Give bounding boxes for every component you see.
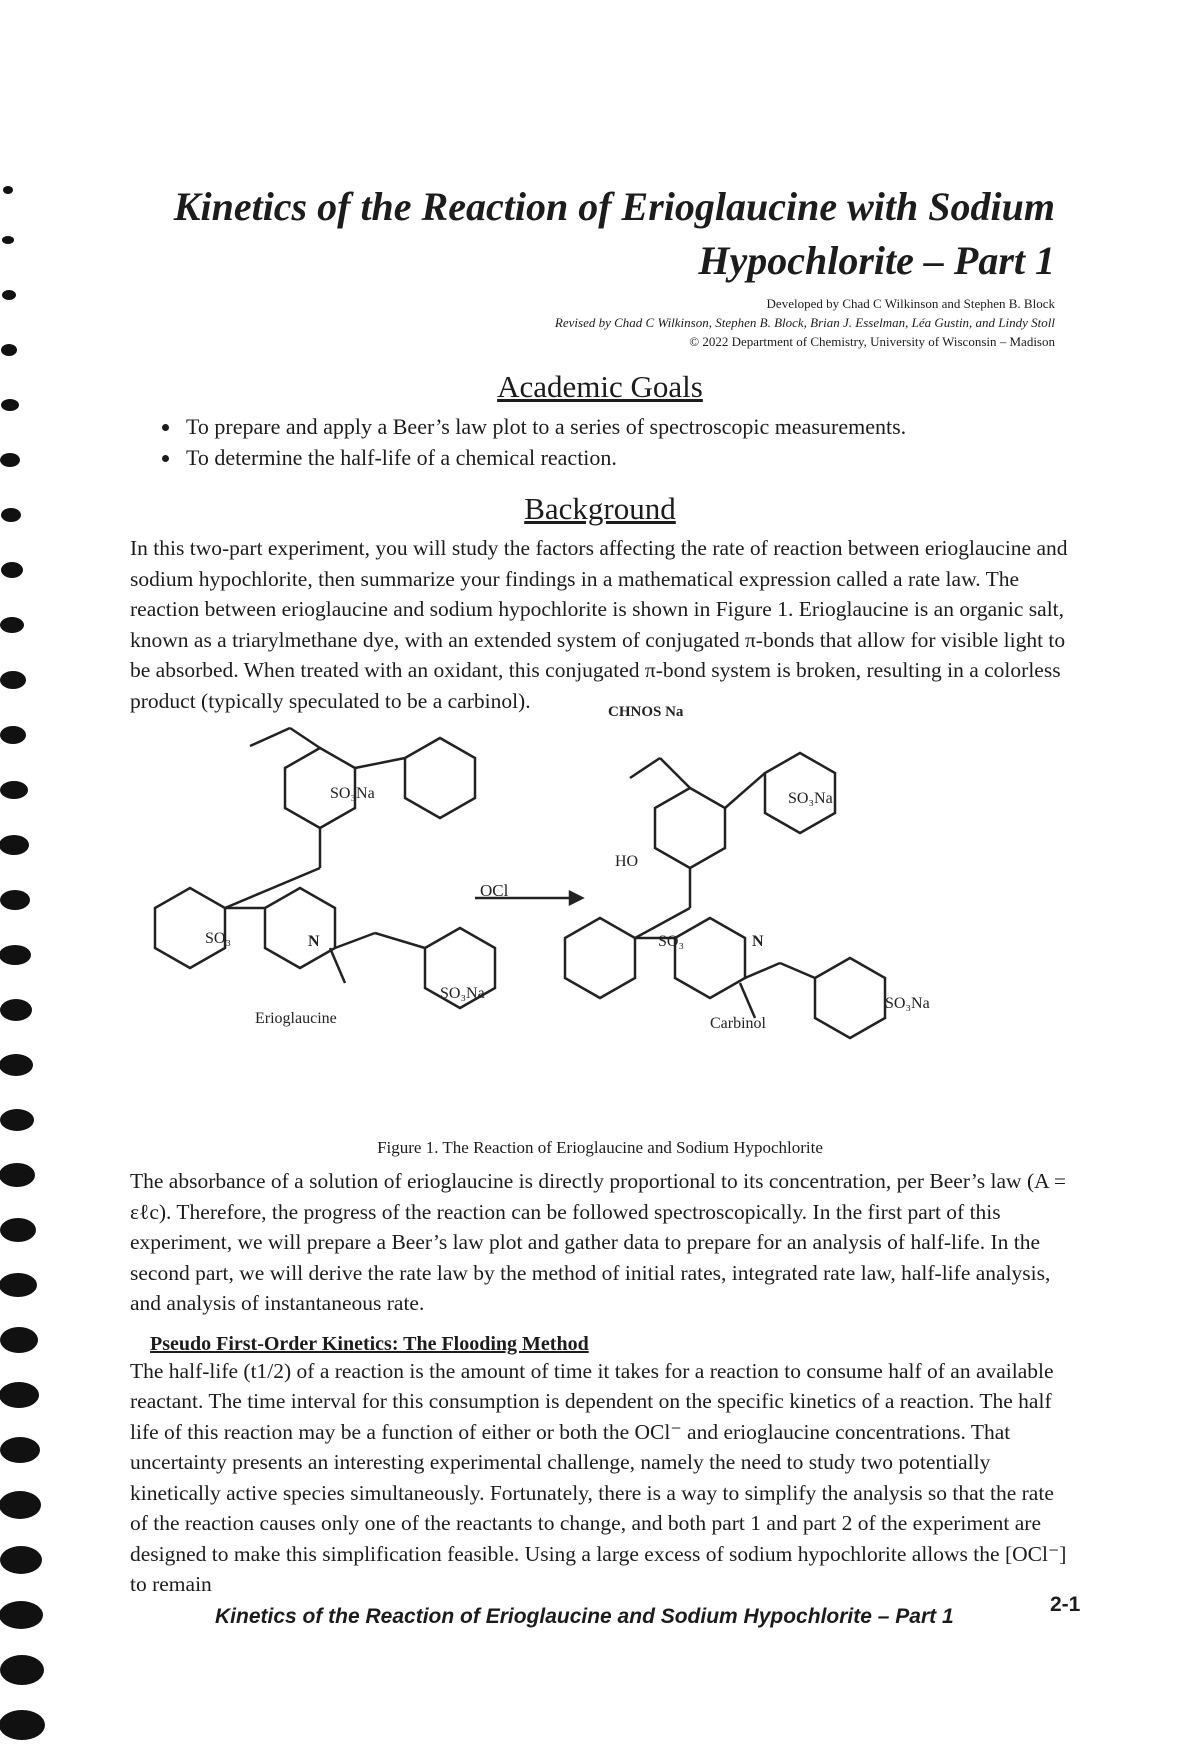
ring [265,888,335,968]
title-line-2: Hypochlorite – Part 1 [698,238,1055,283]
academic-goals-list [150,411,1070,473]
page-footer: Kinetics of the Reaction of Erioglaucine and Sodium Hypochlorite – Part 1 [215,1605,954,1628]
goal-item: • To determine the half-life of a chemical reaction. [182,442,1070,473]
ring [815,958,885,1038]
page-number: 2-1 [1050,1593,1081,1616]
pseudo-first-order-heading: Pseudo First-Order Kinetics: The Flooding Method [150,1332,589,1355]
document-page [130,170,1070,1600]
pseudo-first-order-paragraph: The half-life (t1/2) of a reaction is the amount of time it takes for a reaction to consume half of an available reactant. The time interval for this consumption is dependent on the specific kinetics of a reaction. The half life of this reaction may be a function of either or both the OCl⁻ and erioglaucine concentrations. That uncertainty presents an interesting experimental challenge, namely the need to study two potentially kinetically active species simultaneously. Fortunately, there is a way to simplify the analysis so that the rate of the reaction causes only one of the reactants to change, and both part 1 and part 2 of the experiment are designed to make this simplification feasible. Using a large excess of sodium hypochlorite allows the [OCl⁻] to remain [130,1358,1067,1596]
so3-label: SO₃ [658,933,685,950]
carbinol-label: Carbinol [710,1015,766,1032]
academic-goals-heading: Academic Goals [497,369,703,404]
credits-block [130,294,1055,351]
copyright: © 2022 Department of Chemistry, University of Wisconsin – Madison [689,334,1055,349]
reagent-label: OCl [480,881,509,900]
ring [675,918,745,998]
reaction-figure [130,704,1070,1138]
revised-by: Revised by Chad C Wilkinson, Stephen B. Block, Brian J. Esselman, Léa Gustin, and Lindy Stoll [554,315,1055,330]
so3na-label: SO₃Na [330,785,375,802]
ring [655,788,725,868]
nitrogen-label: N [752,933,764,950]
background-heading: Background [524,491,676,526]
spiral-binding [0,180,60,1753]
so3na-label: SO₃Na [885,995,930,1012]
so3na-label: SO₃Na [788,790,833,807]
ho-label: HO [615,853,639,870]
erioglaucine-label: Erioglaucine [255,1010,337,1027]
handwritten-note: CHNOS Na [608,704,684,720]
ring [155,888,225,968]
ring [565,918,635,998]
document-title [130,180,1055,288]
figure-caption: Figure 1. The Reaction of Erioglaucine and Sodium Hypochlorite [377,1138,823,1157]
beers-law-paragraph: The absorbance of a solution of erioglaucine is directly proportional to its concentration, per Beer’s law (A = εℓc). Therefore, the progress of the reaction can be followed spectroscopically. In the first part of this experiment, we will prepare a Beer’s law plot and gather data to prepare for an analysis of half-life. In the second part, we will derive the rate law by the method of initial rates, integrated rate law, half-life analysis, and analysis of instantaneous rate. [130,1169,1066,1315]
so3-label: SO₃ [205,930,232,947]
goal-item: • To prepare and apply a Beer’s law plot to a series of spectroscopic measurements. [182,411,1070,442]
reaction-scheme [130,704,1070,1138]
background-paragraph: In this two-part experiment, you will study the factors affecting the rate of reaction between erioglaucine and sodium hypochlorite, then summarize your findings in a mathematical expression called a rate law. The reaction between erioglaucine and sodium hypochlorite is shown in Figure 1. Erioglaucine is an organic salt, known as a triarylmethane dye, with an extended system of conjugated π-bonds that allow for visible light to be absorbed. When treated with an oxidant, this conjugated π-bond system is broken, resulting in a colorless product (typically speculated to be a carbinol). [130,536,1068,713]
developed-by: Developed by Chad C Wilkinson and Stephen B. Block [766,296,1055,311]
nitrogen-label: N [308,933,320,950]
title-line-1: Kinetics of the Reaction of Erioglaucine with Sodium [173,184,1055,229]
so3na-label: SO₃Na [440,985,485,1002]
ring [405,738,475,818]
